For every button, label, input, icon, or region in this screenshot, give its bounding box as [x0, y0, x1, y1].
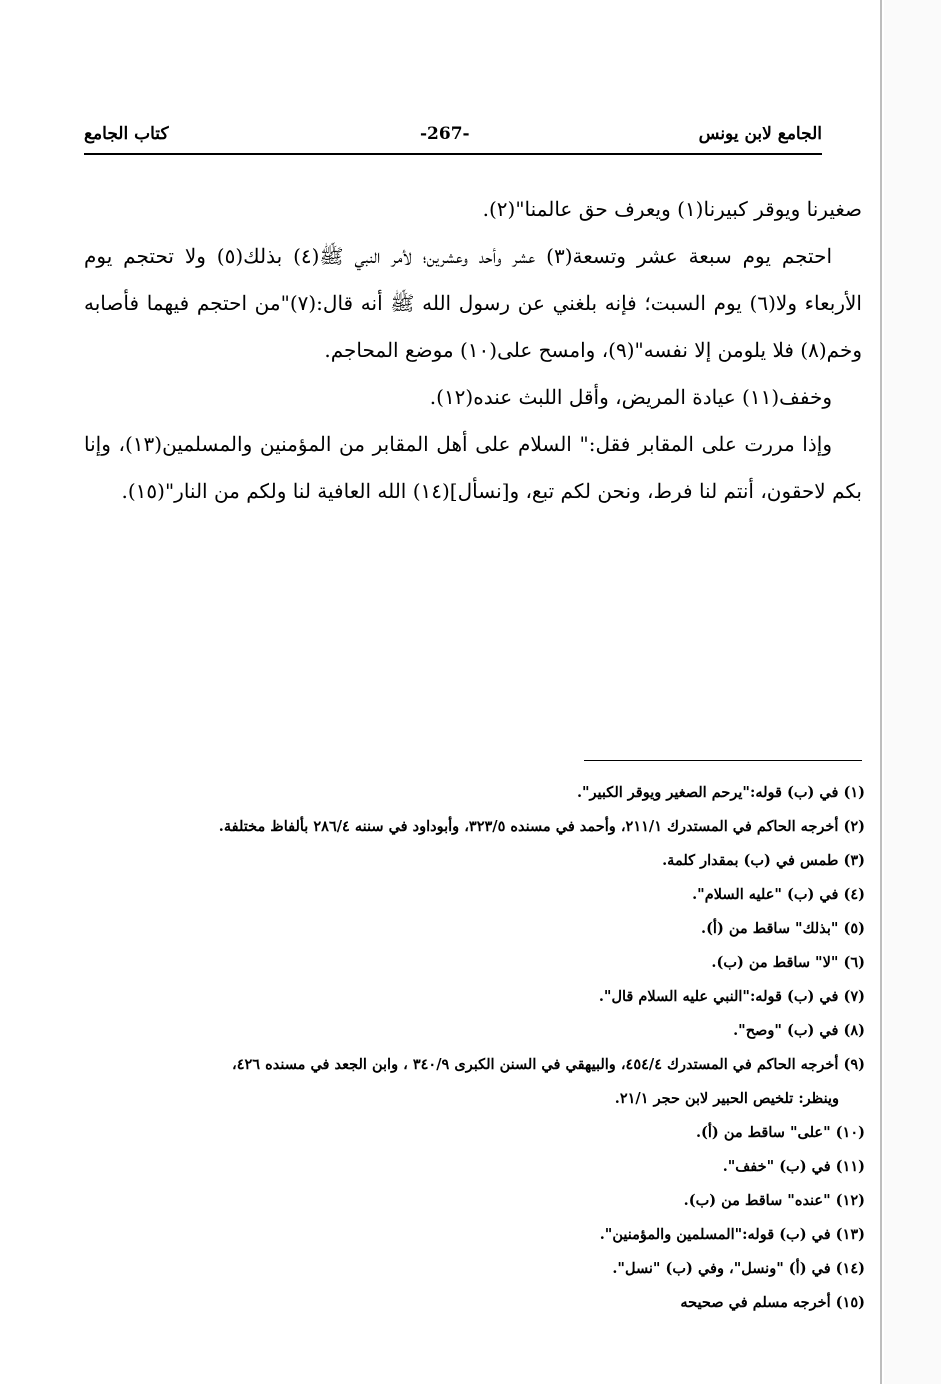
- page-header: [84, 124, 822, 150]
- header-rule: [84, 153, 822, 155]
- footnotes: [84, 776, 865, 1320]
- section-title: كتاب الجامع: [84, 124, 169, 144]
- footnote: (٢) أخرجه الحاكم في المستدرك ٢١١/١، وأحمد في مسنده ٣٢٣/٥، وأبوداود في سننه ٢٨٦/٤ بألفاظ مختلفة.: [218, 818, 865, 835]
- footnote: (١٣) في (ب) قوله:"المسلمين والمؤمنين".: [599, 1226, 865, 1243]
- page-number: -267-: [420, 124, 470, 144]
- page-edge-line: [880, 0, 882, 1384]
- footnote: (١٠) "على" ساقط من (أ).: [695, 1124, 865, 1141]
- footnote: (٣) طمس في (ب) بمقدار كلمة.: [662, 852, 865, 869]
- footnote: (١٥) أخرجه مسلم في صحيحه: [680, 1294, 865, 1311]
- footnote-separator: [584, 760, 862, 761]
- footnote: (٥) "بذلك" ساقط من (أ).: [701, 920, 865, 937]
- paragraph: صغيرنا ويوقر كبيرنا(١) ويعرف حق عالمنا"(٢).: [482, 197, 862, 221]
- footnote-continuation: وينظر: تلخيص الحبير لابن حجر ٢١/١.: [614, 1090, 839, 1107]
- footnote: (١١) في (ب) "خفف".: [722, 1158, 865, 1175]
- running-title: الجامع لابن يونس: [698, 124, 822, 144]
- paragraph: وإذا مررت على المقابر فقل:" السلام على أهل المقابر من المؤمنين والمسلمين(١٣)، وإنا بكم لاحقون، أنتم لنا فرط، ونحن لكم تبع، و[نسأل](١٤) الله العافية لنا ولكم من النار"(١٥).: [84, 432, 862, 503]
- footnote: (١٢) "عنده" ساقط من (ب).: [683, 1192, 865, 1209]
- footnote: (٦) "لا" ساقط من (ب).: [711, 954, 865, 971]
- footnote: (١) في (ب) قوله:"يرحم الصغير ويوقر الكبير".: [576, 784, 865, 801]
- page-margin: [884, 0, 941, 1384]
- footnote: (١٤) في (أ) "ونسل"، وفي (ب) "نسل".: [612, 1260, 865, 1277]
- footnote: (٨) في (ب) "وصح".: [733, 1022, 865, 1039]
- paragraph: وخفف(١١) عيادة المريض، وأقل اللبث عنده(١٢).: [429, 385, 832, 409]
- footnote: (٧) في (ب) قوله:"النبي عليه السلام قال".: [598, 988, 865, 1005]
- footnote: (٩) أخرجه الحاكم في المستدرك ٤٥٤/٤، والبيهقي في السنن الكبرى ٣٤٠/٩ ، وابن الجعد في مسنده ٤٢٦،: [232, 1056, 865, 1073]
- paragraph: احتجم يوم سبعة عشر وتسعة(٣) عشر وأحد وعشرين؛ لأمر النبي ﷺ(٤) بذلك(٥) ولا تحتجم يوم الأربعاء ولا(٦) يوم السبت؛ فإنه بلغني عن رسول الله ﷺ أنه قال:(٧)"من احتجم فيهما فأصابه وخم(٨) فلا يلومن إلا نفسه"(٩)، وامسح على(١٠) موضع المحاجم.: [84, 244, 862, 362]
- footnote: (٤) في (ب) "عليه السلام".: [692, 886, 865, 903]
- main-text: [84, 186, 862, 515]
